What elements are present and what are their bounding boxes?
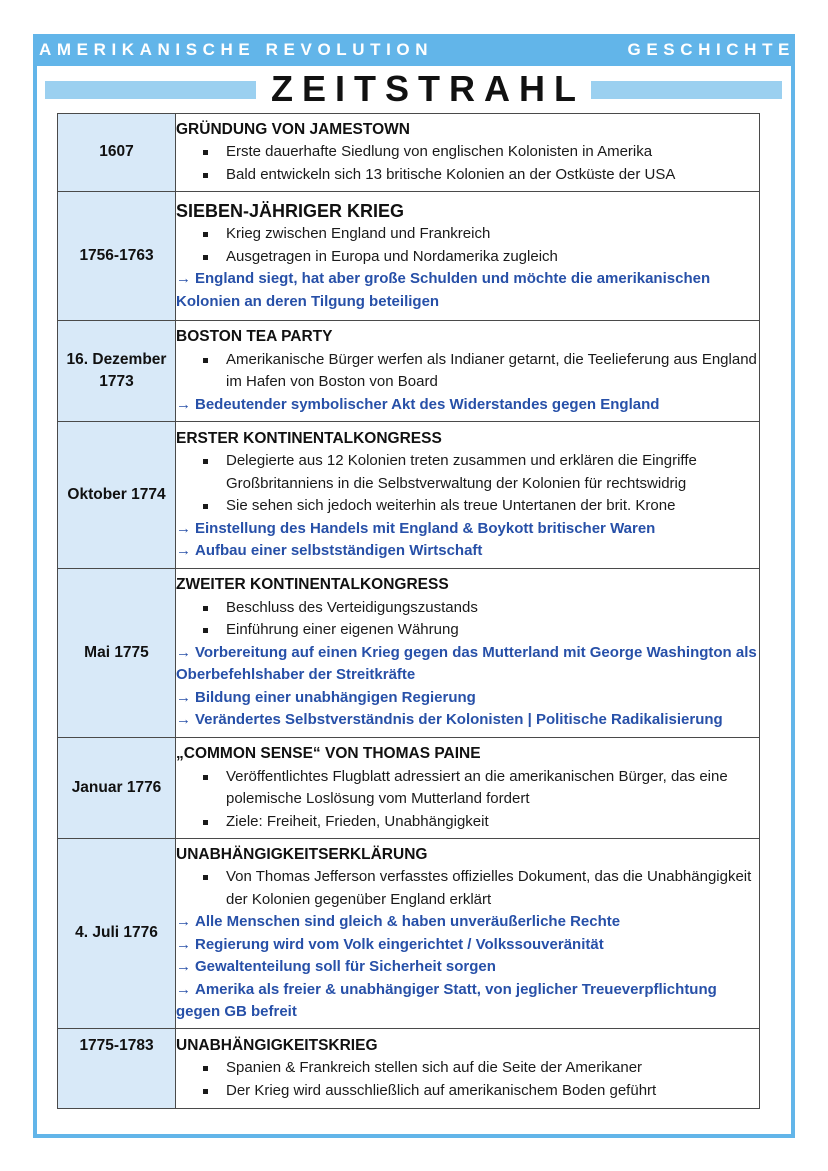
event-consequences bbox=[176, 518, 759, 563]
event-bullets bbox=[176, 866, 759, 911]
bullet-item: Veröffentlichtes Flugblatt adressiert an die amerikanischen Bürger, das eine polemische Loslösung vom Mutterland fordert bbox=[176, 766, 759, 811]
arrow-right-icon: → bbox=[176, 980, 191, 998]
bullet-item: Delegierte aus 12 Kolonien treten zusammen und erklären die Eingriffe Großbritanniens in die Selbstverwaltung der Kolonien für rechtswidrig bbox=[176, 450, 759, 495]
timeline-row bbox=[58, 422, 760, 569]
event-heading: GRÜNDUNG VON JAMESTOWN bbox=[176, 120, 410, 138]
arrow-right-icon: → bbox=[176, 542, 191, 559]
event-bullets bbox=[176, 450, 759, 518]
consequence-text: England siegt, hat aber große Schulden und möchte die amerikanischen Kolonien an deren Tilgung beteiligen bbox=[176, 270, 711, 310]
event-date: Mai 1775 bbox=[58, 569, 176, 738]
event-content bbox=[176, 114, 760, 192]
timeline-row bbox=[58, 839, 760, 1029]
arrow-right-icon: → bbox=[176, 643, 191, 661]
consequence-item bbox=[176, 394, 759, 417]
subject-label: GESCHICHTE bbox=[627, 40, 795, 59]
event-date: 4. Juli 1776 bbox=[58, 839, 176, 1029]
event-bullets bbox=[176, 597, 759, 642]
event-heading: ZWEITER KONTINENTALKONGRESS bbox=[176, 576, 449, 594]
timeline-row bbox=[58, 1029, 760, 1109]
consequence-text: Gewaltenteilung soll für Sicherheit sorgen bbox=[195, 958, 496, 975]
consequence-item bbox=[176, 979, 759, 1024]
consequence-text: Verändertes Selbstverständnis der Kolonisten | Politische Radikalisierung bbox=[195, 711, 723, 729]
event-content bbox=[176, 321, 760, 422]
timeline-row bbox=[58, 738, 760, 839]
consequence-item bbox=[176, 956, 759, 979]
consequence-item bbox=[176, 709, 759, 732]
consequence-text: Einstellung des Handels mit England & Boykott britischer Waren bbox=[195, 519, 656, 537]
event-bullets bbox=[176, 349, 759, 394]
event-date: Oktober 1774 bbox=[58, 422, 176, 569]
arrow-right-icon: → bbox=[176, 270, 191, 287]
consequence-item bbox=[176, 268, 759, 313]
arrow-right-icon: → bbox=[176, 711, 191, 729]
event-content bbox=[176, 839, 760, 1029]
arrow-right-icon: → bbox=[176, 913, 191, 930]
event-date: 1775-1783 bbox=[58, 1029, 176, 1109]
event-content bbox=[176, 1029, 760, 1109]
bullet-item: Krieg zwischen England und Frankreich bbox=[176, 223, 759, 246]
event-bullets bbox=[176, 1057, 759, 1102]
event-heading: BOSTON TEA PARTY bbox=[176, 328, 333, 345]
event-content bbox=[176, 192, 760, 321]
timeline-row bbox=[58, 321, 760, 422]
consequence-text: Alle Menschen sind gleich & haben unveräußerliche Rechte bbox=[195, 913, 621, 930]
event-consequences bbox=[176, 642, 759, 732]
consequence-item bbox=[176, 934, 759, 957]
bullet-item: Sie sehen sich jedoch weiterhin als treue Untertanen der brit. Krone bbox=[176, 495, 759, 518]
event-heading: UNABHÄNGIGKEITSERKLÄRUNG bbox=[176, 845, 428, 863]
page-title: ZEITSTRAHL bbox=[271, 68, 585, 109]
consequence-text: Bildung einer unabhängigen Regierung bbox=[195, 688, 476, 706]
event-consequences bbox=[176, 268, 759, 313]
arrow-right-icon: → bbox=[176, 395, 191, 413]
timeline-row bbox=[58, 192, 760, 321]
topic-label: AMERIKANISCHE REVOLUTION bbox=[39, 40, 434, 59]
bullet-item: Ziele: Freiheit, Frieden, Unabhängigkeit bbox=[176, 811, 759, 834]
bullet-item: Ausgetragen in Europa und Nordamerika zugleich bbox=[176, 246, 759, 269]
bullet-item: Beschluss des Verteidigungszustands bbox=[176, 597, 759, 620]
event-consequences bbox=[176, 394, 759, 417]
event-heading: SIEBEN-JÄHRIGER KRIEG bbox=[176, 201, 405, 221]
event-bullets bbox=[176, 766, 759, 834]
consequence-text: Amerika als freier & unabhängiger Statt, von jeglicher Treueverpflichtung gegen GB befreit bbox=[176, 980, 717, 1020]
arrow-right-icon: → bbox=[176, 958, 191, 975]
event-date: 1607 bbox=[58, 114, 176, 192]
bullet-item: Einführung einer eigenen Währung bbox=[176, 619, 759, 642]
event-heading: „COMMON SENSE“ VON THOMAS PAINE bbox=[176, 745, 481, 762]
consequence-text: Bedeutender symbolischer Akt des Widerstandes gegen England bbox=[195, 395, 660, 413]
bullet-item: Amerikanische Bürger werfen als Indianer getarnt, die Teelieferung aus England im Hafen von Boston von Board bbox=[176, 349, 759, 394]
arrow-right-icon: → bbox=[176, 519, 191, 537]
consequence-item bbox=[176, 540, 759, 563]
consequence-text: Regierung wird vom Volk eingerichtet / Volkssouveränität bbox=[195, 935, 604, 953]
bullet-item: Spanien & Frankreich stellen sich auf die Seite der Amerikaner bbox=[176, 1057, 759, 1080]
consequence-text: Vorbereitung auf einen Krieg gegen das Mutterland mit George Washington als Oberbefehlshaber der Streitkräfte bbox=[176, 643, 757, 684]
arrow-right-icon: → bbox=[176, 935, 191, 953]
event-date: 16. Dezember 1773 bbox=[58, 321, 176, 422]
event-content bbox=[176, 569, 760, 738]
title-row bbox=[33, 66, 795, 112]
arrow-right-icon: → bbox=[176, 688, 191, 706]
event-bullets bbox=[176, 141, 759, 186]
consequence-text: Aufbau einer selbstständigen Wirtschaft bbox=[195, 542, 483, 559]
event-heading: ERSTER KONTINENTALKONGRESS bbox=[176, 429, 442, 447]
bullet-item: Der Krieg wird ausschließlich auf amerikanischem Boden geführt bbox=[176, 1080, 759, 1103]
consequence-item bbox=[176, 687, 759, 710]
bullet-item: Erste dauerhafte Siedlung von englischen Kolonisten in Amerika bbox=[176, 141, 759, 164]
timeline-row bbox=[58, 114, 760, 192]
event-consequences bbox=[176, 911, 759, 1024]
timeline-row bbox=[58, 569, 760, 738]
bullet-item: Von Thomas Jefferson verfasstes offizielles Dokument, das die Unabhängigkeit der Kolonien gegenüber England erklärt bbox=[176, 866, 759, 911]
consequence-item bbox=[176, 518, 759, 541]
consequence-item bbox=[176, 911, 759, 934]
consequence-item bbox=[176, 642, 759, 687]
event-bullets bbox=[176, 223, 759, 268]
timeline-table bbox=[57, 113, 760, 1109]
event-date: 1756-1763 bbox=[58, 192, 176, 321]
event-date: Januar 1776 bbox=[58, 738, 176, 839]
event-heading: UNABHÄNGIGKEITSKRIEG bbox=[176, 1036, 378, 1054]
header-band bbox=[33, 34, 795, 66]
event-content bbox=[176, 422, 760, 569]
bullet-item: Bald entwickeln sich 13 britische Kolonien an der Ostküste der USA bbox=[176, 164, 759, 187]
event-content bbox=[176, 738, 760, 839]
